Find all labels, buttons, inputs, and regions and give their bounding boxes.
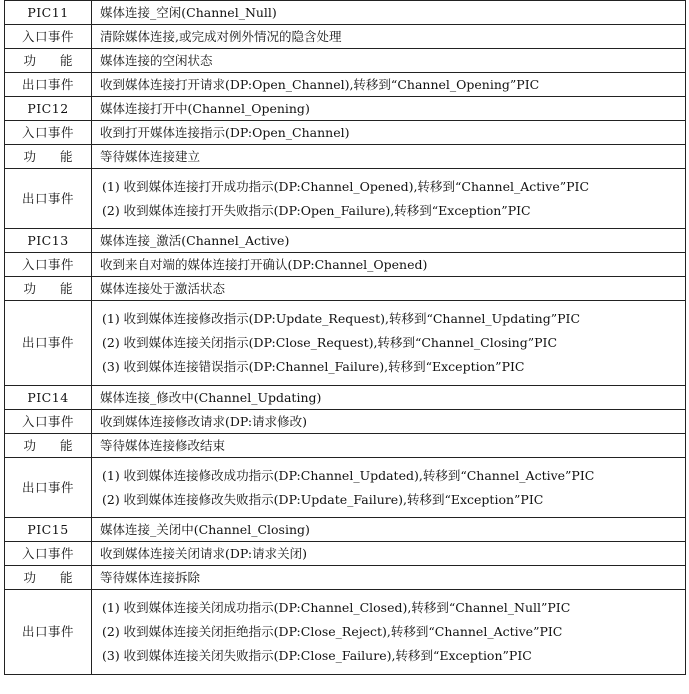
function-text: 等待媒体连接建立 [92,145,686,169]
pic-title: 媒体连接_修改中(Channel_Updating) [92,386,686,410]
exit-item: (2) 收到媒体连接关闭指示(DP:Close_Request),转移到“Channel_Closing”PIC [102,335,558,350]
exit-row [5,73,686,97]
exit-item: (1) 收到媒体连接修改成功指示(DP:Channel_Updated),转移到“Channel_Active”PIC [102,467,595,483]
entry-label: 入口事件 [5,410,92,434]
function-label: 功 能 [5,566,92,590]
exit-item: (3) 收到媒体连接错误指示(DP:Channel_Failure),转移到“Exception”PIC [102,359,525,374]
function-label: 功 能 [5,434,92,458]
exit-item: (2) 收到媒体连接关闭拒绝指示(DP:Close_Reject),转移到“Channel_Active”PIC [102,624,563,639]
exit-item: (1) 收到媒体连接关闭成功指示(DP:Channel_Closed),转移到“Channel_Null”PIC [102,600,571,615]
entry-label: 入口事件 [5,253,92,277]
exit-list [92,169,686,229]
entry-row [5,25,686,49]
function-row [5,145,686,169]
pic-header-row [5,229,686,253]
entry-label: 入口事件 [5,542,92,566]
entry-row [5,542,686,566]
exit-item: (2) 收到媒体连接修改失败指示(DP:Update_Failure),转移到“Exception”PIC [102,491,544,507]
pic-header-row [5,386,686,410]
exit-label: 出口事件 [5,73,92,97]
pic-title: 媒体连接_空闲(Channel_Null) [92,1,686,25]
exit-list [92,301,686,386]
pic-id: PIC13 [5,229,92,253]
function-label: 功 能 [5,145,92,169]
function-text: 等待媒体连接拆除 [92,566,686,590]
entry-label: 入口事件 [5,121,92,145]
function-row [5,49,686,73]
exit-list [92,590,686,675]
entry-text: 收到媒体连接关闭请求(DP:请求关闭) [92,542,686,566]
exit-label: 出口事件 [5,301,92,386]
exit-list [92,458,686,518]
entry-row [5,121,686,145]
pic-header-row [5,97,686,121]
pic-id: PIC12 [5,97,92,121]
entry-row [5,253,686,277]
pic-title: 媒体连接_激活(Channel_Active) [92,229,686,253]
exit-label: 出口事件 [5,590,92,675]
entry-row [5,410,686,434]
function-label: 功 能 [5,277,92,301]
entry-text: 收到媒体连接修改请求(DP:请求修改) [92,410,686,434]
pic-state-table [4,0,686,675]
function-row [5,566,686,590]
exit-row [5,458,686,518]
exit-item: (2) 收到媒体连接打开失败指示(DP:Open_Failure),转移到“Exception”PIC [102,202,531,218]
function-text: 媒体连接的空闲状态 [92,49,686,73]
exit-label: 出口事件 [5,458,92,518]
exit-text: 收到媒体连接打开请求(DP:Open_Channel),转移到“Channel_Opening”PIC [92,73,686,97]
function-text: 等待媒体连接修改结束 [92,434,686,458]
entry-text: 收到来自对端的媒体连接打开确认(DP:Channel_Opened) [92,253,686,277]
entry-text: 收到打开媒体连接指示(DP:Open_Channel) [92,121,686,145]
exit-row [5,169,686,229]
pic-title: 媒体连接打开中(Channel_Opening) [92,97,686,121]
pic-id: PIC15 [5,518,92,542]
exit-label: 出口事件 [5,169,92,229]
pic-id: PIC11 [5,1,92,25]
exit-row [5,590,686,675]
entry-label: 入口事件 [5,25,92,49]
exit-item: (1) 收到媒体连接打开成功指示(DP:Channel_Opened),转移到“Channel_Active”PIC [102,178,590,194]
function-row [5,277,686,301]
function-text: 媒体连接处于激活状态 [92,277,686,301]
pic-title: 媒体连接_关闭中(Channel_Closing) [92,518,686,542]
pic-id: PIC14 [5,386,92,410]
pic-header-row [5,1,686,25]
exit-item: (1) 收到媒体连接修改指示(DP:Update_Request),转移到“Channel_Updating”PIC [102,311,581,326]
exit-row [5,301,686,386]
function-label: 功 能 [5,49,92,73]
function-row [5,434,686,458]
entry-text: 清除媒体连接,或完成对例外情况的隐含处理 [92,25,686,49]
pic-header-row [5,518,686,542]
exit-item: (3) 收到媒体连接关闭失败指示(DP:Close_Failure),转移到“Exception”PIC [102,648,532,663]
